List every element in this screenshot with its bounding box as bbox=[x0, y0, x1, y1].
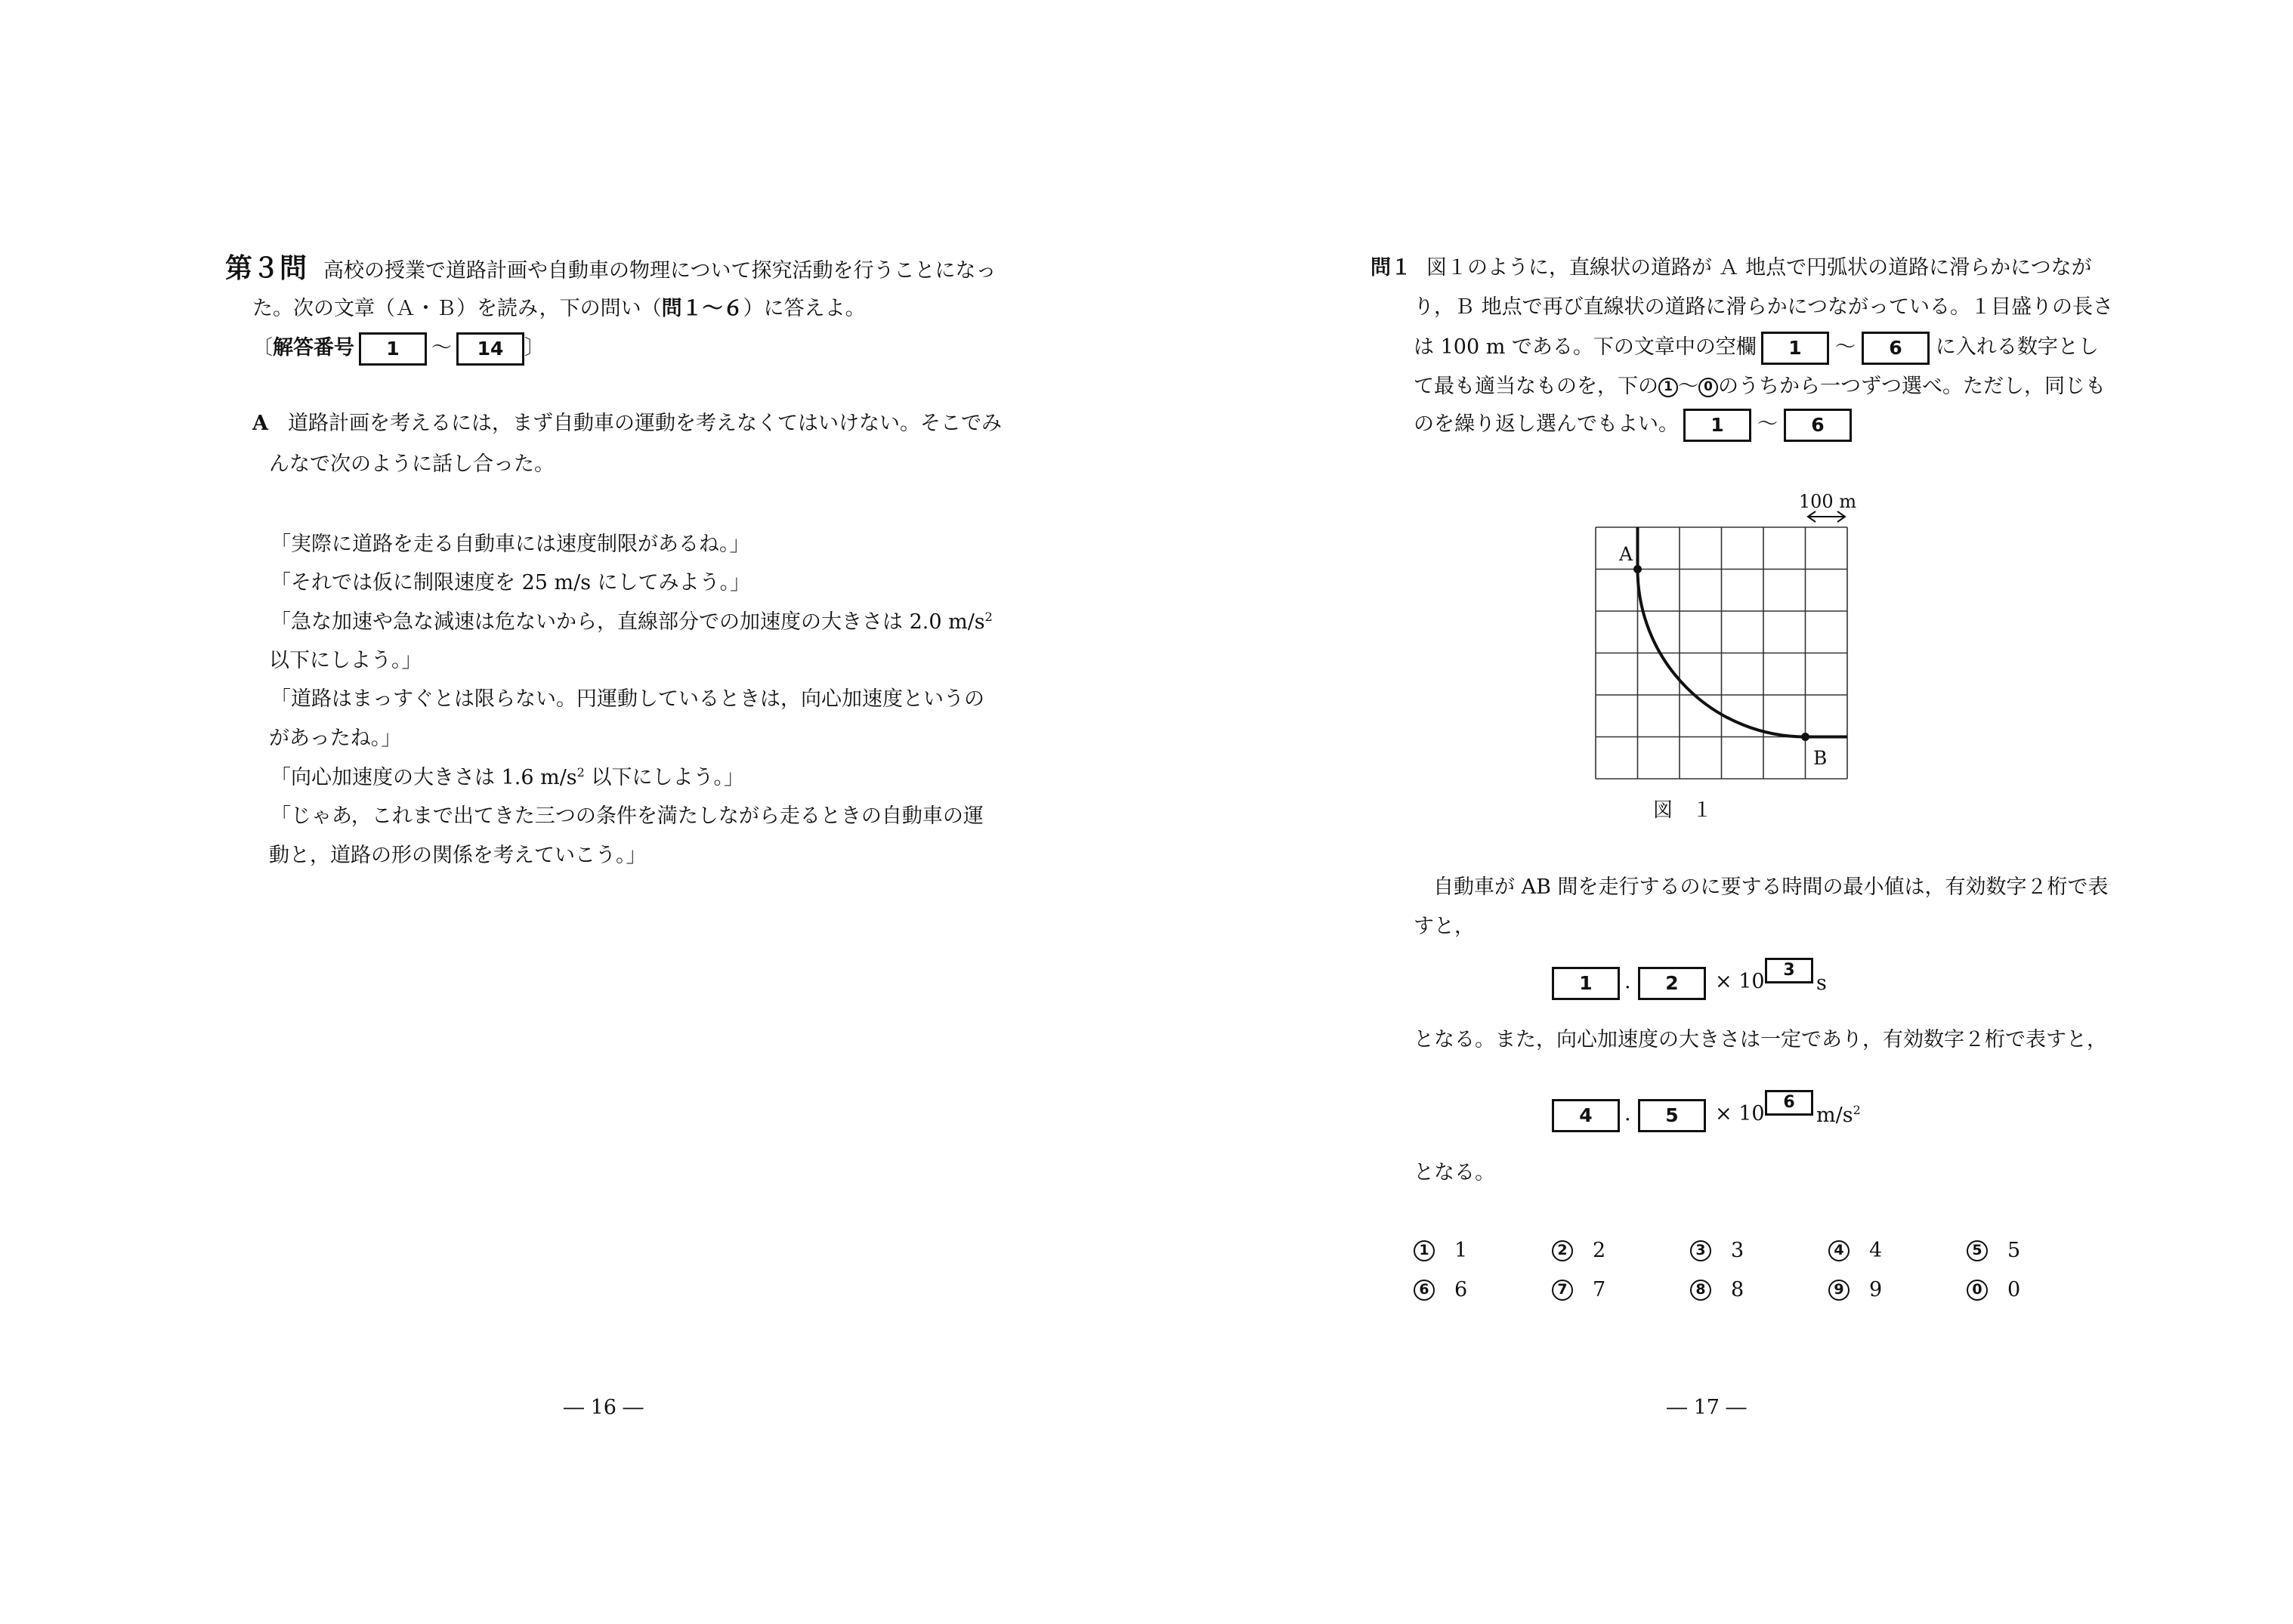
dialogue-text: 「向心加速度の大きさは 1.6 m/s bbox=[270, 766, 577, 789]
paragraph-1-line-1: 自動車が AB 間を走行するのに要する時間の最小値は，有効数字２桁で表 bbox=[1433, 875, 2109, 899]
dialogue-line: 「実際に道路を走る自動車には速度制限があるね。」 bbox=[270, 533, 750, 556]
intro-line-1: 高校の授業で道路計画や自動車の物理について探究活動を行うことになっ bbox=[323, 259, 997, 283]
circled-number-icon: 1 bbox=[1658, 378, 1678, 397]
intro-text: た。次の文章（Ａ・Ｂ）を読み，下の問い（ bbox=[252, 297, 662, 320]
option-value: 1 bbox=[1454, 1239, 1468, 1262]
tilde: ～ bbox=[1757, 412, 1778, 436]
question-1-line-3 bbox=[1414, 330, 2099, 365]
unit-seconds: s bbox=[1816, 971, 1827, 995]
circled-number-icon: 9 bbox=[1828, 1280, 1850, 1301]
option-value: 9 bbox=[1869, 1278, 1883, 1301]
dialogue-line: 以下にしよう。」 bbox=[269, 649, 422, 672]
circled-number-icon: 6 bbox=[1414, 1280, 1435, 1301]
option-4 bbox=[1828, 1239, 1882, 1262]
option-value: 5 bbox=[2007, 1239, 2021, 1262]
paragraph-3: となる。 bbox=[1414, 1161, 1495, 1184]
tilde: ～ bbox=[431, 336, 452, 360]
dialogue-line bbox=[270, 764, 744, 792]
page-number-right: ― 17 ― bbox=[1667, 1396, 1747, 1419]
option-value: 3 bbox=[1731, 1239, 1744, 1262]
times-ten: × 10 bbox=[1715, 970, 1765, 993]
answer-box-6: 6 bbox=[1862, 332, 1930, 365]
circled-number-icon: 0 bbox=[1698, 378, 1718, 397]
dialogue-line: 動と，道路の形の関係を考えていこう。」 bbox=[269, 844, 647, 867]
question-range: 問１～６ bbox=[661, 297, 743, 320]
circled-number-icon: 5 bbox=[1967, 1240, 1988, 1261]
question-text-4a: て最も適当なものを，下の bbox=[1414, 375, 1658, 398]
answer-number-range bbox=[252, 331, 545, 366]
dialogue-line: 「じゃあ，これまで出てきた三つの条件を満たしながら走るときの自動車の運 bbox=[270, 804, 984, 828]
question-text-3c: に入れる数字とし bbox=[1935, 335, 2099, 359]
answer-box-4: 4 bbox=[1552, 1099, 1620, 1132]
option-7 bbox=[1552, 1278, 1605, 1301]
bracket-close: 〕 bbox=[524, 336, 545, 360]
scale-label: 100 m bbox=[1798, 491, 1856, 512]
superscript: 2 bbox=[1853, 1103, 1861, 1117]
circled-number-icon: 3 bbox=[1690, 1240, 1711, 1261]
point-b-marker bbox=[1801, 733, 1809, 741]
question-text-5a: のを繰り返し選んでもよい。 bbox=[1414, 412, 1679, 436]
paragraph-2: となる。また，向心加速度の大きさは一定であり，有効数字２桁で表すと， bbox=[1414, 1028, 2107, 1051]
option-value: 7 bbox=[1593, 1278, 1606, 1301]
circled-number-icon: 7 bbox=[1552, 1280, 1573, 1301]
bracket-open: 〔 bbox=[252, 336, 273, 360]
right-page bbox=[1146, 0, 2293, 1624]
superscript: 2 bbox=[984, 610, 993, 624]
page-number-left: ― 16 ― bbox=[564, 1396, 644, 1419]
option-3 bbox=[1690, 1239, 1744, 1262]
paragraph-1-line-2: すと， bbox=[1414, 915, 1475, 938]
circled-number-icon: 0 bbox=[1967, 1280, 1988, 1301]
dialogue-text: 以下にしよう。」 bbox=[584, 766, 744, 789]
section-a-line-2: んなで次のように話し合った。 bbox=[269, 452, 555, 476]
unit-text: m/s bbox=[1816, 1104, 1853, 1127]
decimal-point: . bbox=[1624, 970, 1631, 993]
dialogue-line bbox=[270, 608, 993, 637]
scale-arrow-icon bbox=[1808, 511, 1845, 522]
circled-number-icon: 1 bbox=[1414, 1240, 1435, 1261]
answer-box-5: 5 bbox=[1638, 1099, 1706, 1132]
road-diagram bbox=[1569, 483, 1856, 831]
option-9 bbox=[1828, 1278, 1882, 1301]
point-a-marker bbox=[1633, 565, 1642, 573]
question-text-1: 図１のように，直線状の道路が Ａ 地点で円弧状の道路に滑らかにつなが bbox=[1426, 256, 2092, 279]
answer-box-3: 3 bbox=[1765, 958, 1813, 983]
circled-number-icon: 2 bbox=[1552, 1240, 1573, 1261]
option-1 bbox=[1414, 1239, 1467, 1262]
answer-box-6: 6 bbox=[1784, 409, 1852, 442]
intro-line-2 bbox=[252, 295, 866, 323]
question-1-line-1 bbox=[1371, 254, 2092, 283]
dialogue-line: 「それでは仮に制限速度を 25 m/s にしてみよう。」 bbox=[270, 571, 751, 594]
figure-1 bbox=[1569, 483, 1856, 831]
question-label: 問１ bbox=[1371, 256, 1411, 279]
section-a-label: A bbox=[252, 412, 268, 435]
section-a-text-1: 道路計画を考えるには，まず自動車の運動を考えなくてはいけない。そこでみ bbox=[287, 412, 1002, 435]
option-0 bbox=[1967, 1278, 2020, 1301]
answer-box-first: 1 bbox=[359, 332, 427, 366]
circled-number-icon: 8 bbox=[1690, 1280, 1711, 1301]
answer-box-1: 1 bbox=[1761, 332, 1829, 365]
times-ten: × 10 bbox=[1715, 1102, 1765, 1125]
figure-caption: 図 １ bbox=[1652, 799, 1713, 822]
circled-number-icon: 4 bbox=[1828, 1240, 1850, 1261]
answer-box-last: 14 bbox=[456, 332, 524, 366]
problem-number: 第３問 bbox=[225, 253, 307, 284]
answer-options bbox=[1414, 1239, 2094, 1322]
question-text-4c: のうちから一つずつ選べ。ただし，同じも bbox=[1718, 375, 2106, 398]
answer-box-1: 1 bbox=[1552, 967, 1620, 1000]
option-value: 2 bbox=[1593, 1239, 1606, 1262]
question-text-3a: は 100 m である。下の文章中の空欄 bbox=[1414, 335, 1757, 359]
option-8 bbox=[1690, 1278, 1744, 1301]
answer-number-label: 解答番号 bbox=[273, 336, 354, 360]
tilde: ～ bbox=[1834, 335, 1856, 359]
decimal-point: . bbox=[1624, 1102, 1631, 1125]
option-value: 6 bbox=[1454, 1278, 1468, 1301]
dialogue-text: 「急な加速や急な減速は危ないから，直線部分での加速度の大きさは 2.0 m/s bbox=[270, 610, 985, 634]
intro-text-end: ）に答えよ。 bbox=[743, 297, 866, 320]
question-1-line-2: り，Ｂ 地点で再び直線状の道路に滑らかにつながっている。１目盛りの長さ bbox=[1414, 295, 2114, 319]
option-2 bbox=[1552, 1239, 1605, 1262]
option-6 bbox=[1414, 1278, 1467, 1301]
unit-acceleration bbox=[1816, 1104, 1861, 1127]
answer-box-2: 2 bbox=[1638, 967, 1706, 1000]
question-1-line-4 bbox=[1414, 370, 2106, 403]
grid bbox=[1596, 527, 1847, 779]
dialogue-line: があったね。」 bbox=[269, 727, 402, 750]
left-page bbox=[0, 0, 1146, 1624]
option-5 bbox=[1967, 1239, 2020, 1262]
tilde: ～ bbox=[1678, 375, 1698, 398]
section-a-line-1 bbox=[252, 409, 1002, 438]
option-value: 0 bbox=[2007, 1278, 2021, 1301]
option-value: 4 bbox=[1869, 1239, 1883, 1262]
point-a-label: A bbox=[1619, 543, 1633, 565]
answer-box-1: 1 bbox=[1683, 409, 1751, 442]
question-1-line-5 bbox=[1414, 407, 1852, 442]
superscript: 2 bbox=[576, 765, 585, 780]
point-b-label: B bbox=[1813, 747, 1828, 769]
answer-box-6: 6 bbox=[1765, 1090, 1813, 1116]
road-path bbox=[1638, 527, 1848, 737]
dialogue-line: 「道路はまっすぐとは限らない。円運動しているときは，向心加速度というの bbox=[270, 687, 984, 711]
problem-heading bbox=[225, 254, 996, 286]
option-value: 8 bbox=[1731, 1278, 1744, 1301]
